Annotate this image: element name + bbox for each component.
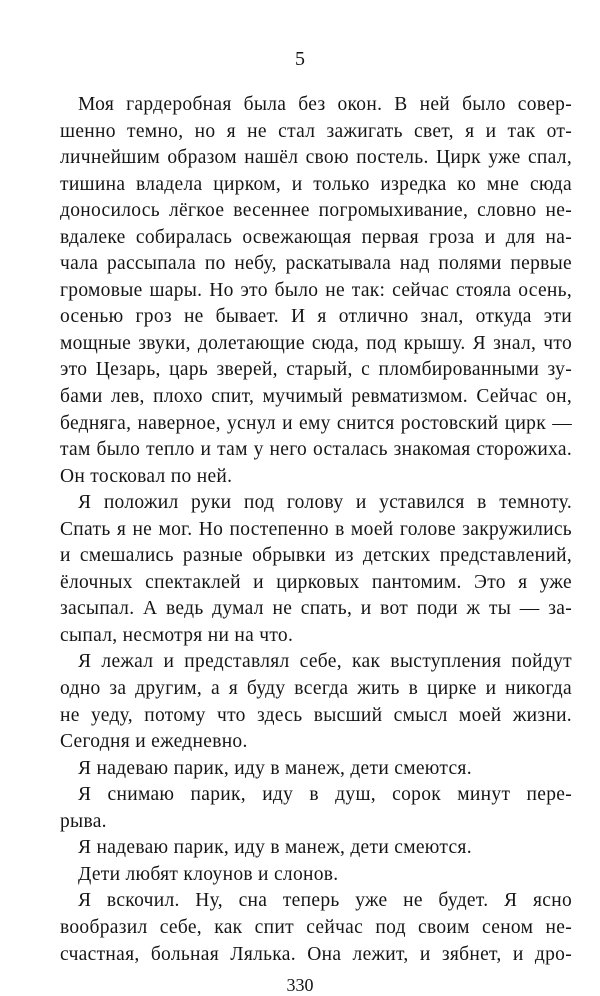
paragraph xyxy=(60,490,572,649)
paragraph xyxy=(60,649,572,755)
text-line: Моя гардеробная была без окон. В ней было совер- xyxy=(78,94,572,115)
text-line: тишина владела цирком, и только изредка ко мне сюда xyxy=(60,173,572,195)
text-line: личнейшим образом нашёл свою постель. Цирк уже спал, xyxy=(60,147,572,169)
text-line: вообразил себе, как спит сейчас под своим сеном не- xyxy=(60,916,572,938)
text-line: Я лежал и представлял себе, как выступления пойдут xyxy=(78,651,572,673)
text-line: счастная, больная Лялька. Она лежит, и зябнет, и дро- xyxy=(60,943,572,965)
text-line: Дети любят клоунов и слонов. xyxy=(78,863,339,885)
text-line: мощные звуки, долетающие сюда, под крышу. Я знал, что xyxy=(60,332,572,354)
paragraph xyxy=(60,862,572,889)
text-line: сыпал, несмотря ни на что. xyxy=(60,624,294,646)
text-line: там было тепло и там у него осталась знакомая сторожиха. xyxy=(60,439,572,461)
text-line: Я надеваю парик, иду в манеж, дети смеются. xyxy=(78,837,472,859)
text-line: вдалеке собиралась освежающая первая гроза и для на- xyxy=(60,226,572,248)
text-line: Сегодня и ежедневно. xyxy=(60,731,248,753)
page-number: 330 xyxy=(286,975,314,995)
text-line: доносилось лёгкое весеннее погромыхивание, словно не- xyxy=(60,200,572,222)
text-line: Он тосковал по ней. xyxy=(60,465,233,487)
text-line: шенно темно, но я не стал зажигать свет, я и так от- xyxy=(60,120,572,142)
text-line: это Цезарь, царь зверей, старый, с пломбированными зу- xyxy=(60,359,572,381)
text-line: осенью гроз не бывает. И я отлично знал, откуда эти xyxy=(60,306,572,328)
body-text xyxy=(60,92,572,968)
text-line: бами лев, плохо спит, мучимый ревматизмом. Сейчас он, xyxy=(60,386,572,408)
text-line: Я надеваю парик, иду в манеж, дети смеются. xyxy=(78,757,472,779)
chapter-number: 5 xyxy=(295,48,305,70)
text-line: громовые шары. Но это было не так: сейчас стояла осень, xyxy=(60,279,572,301)
text-line: Я вскочил. Ну, сна теперь уже не будет. Я ясно xyxy=(78,890,572,912)
paragraph xyxy=(60,835,572,862)
text-line: одно за другим, а я буду всегда жить в цирке и никогда xyxy=(60,678,572,700)
paragraph xyxy=(60,782,572,835)
text-line: рыва. xyxy=(60,810,107,832)
text-line: Я снимаю парик, иду в душ, сорок минут пере- xyxy=(78,784,572,806)
text-line: и смешались разные обрывки из детских представлений, xyxy=(60,545,572,567)
paragraph xyxy=(60,888,572,968)
text-line: засыпал. А ведь думал не спать, и вот поди ж ты — за- xyxy=(60,598,572,620)
paragraph xyxy=(60,92,572,490)
text-line: бедняга, наверное, уснул и ему снится ростовский цирк — xyxy=(60,412,572,434)
text-line: ёлочных спектаклей и цирковых пантомим. Это я уже xyxy=(60,571,572,593)
text-line: Спать я не мог. Но постепенно в моей голове закружились xyxy=(60,518,572,540)
text-line: не уеду, потому что здесь высший смысл моей жизни. xyxy=(60,704,572,726)
text-line: чала рассыпала по небу, раскатывала над полями первые xyxy=(60,253,572,275)
text-line: Я положил руки под голову и уставился в темноту. xyxy=(78,492,572,514)
paragraph xyxy=(60,756,572,783)
